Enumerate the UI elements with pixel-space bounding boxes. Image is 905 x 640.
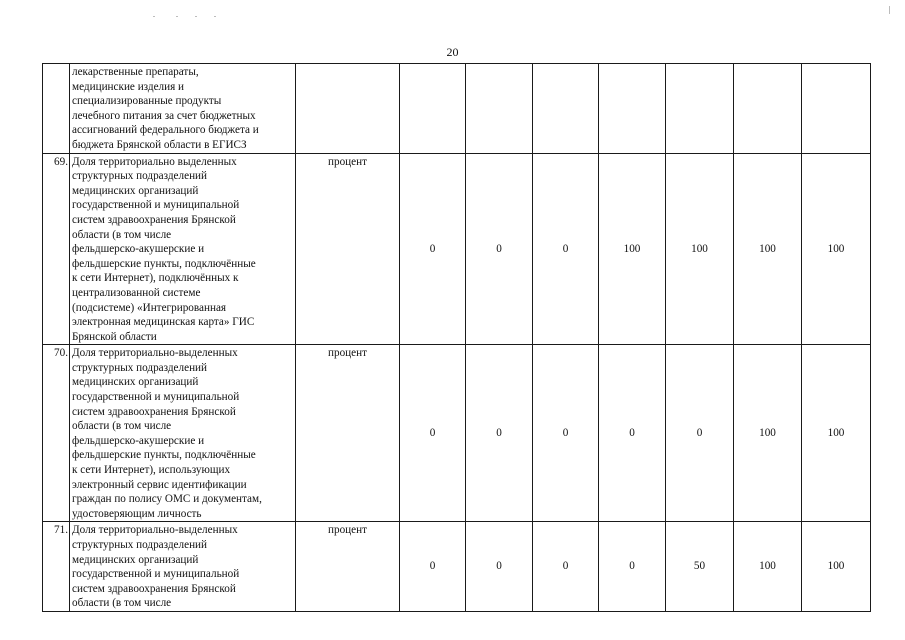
value-cell: 0: [599, 522, 666, 612]
table-row: [43, 64, 871, 154]
unit-cell: процент: [296, 345, 400, 522]
value-cell: 100: [802, 345, 871, 522]
description-line: Доля территориально-выделенных: [72, 524, 238, 537]
description-line: области (в том числе: [72, 597, 172, 610]
value-cell: 100: [734, 153, 802, 345]
scan-artifact: [153, 16, 155, 17]
description-line: фельдшерско-акушерские и: [72, 434, 205, 447]
indicator-description: [70, 64, 296, 154]
value-cell: [734, 64, 802, 154]
value-cell: [802, 64, 871, 154]
value-cell: 0: [599, 345, 666, 522]
description-line: государственной и муниципальной: [72, 568, 240, 581]
row-number: 70.: [43, 345, 70, 522]
value-cell: 100: [734, 522, 802, 612]
scan-artifact: [214, 16, 216, 17]
description-line: медицинские изделия и: [72, 80, 185, 93]
value-cell: [599, 64, 666, 154]
description-line: (подсистеме) «Интегрированная: [72, 301, 227, 314]
description-line: медицинских организаций: [72, 376, 199, 389]
value-cell: 0: [466, 345, 533, 522]
value-cell: 0: [533, 153, 599, 345]
description-line: государственной и муниципальной: [72, 199, 240, 212]
value-cell: 0: [466, 522, 533, 612]
description-line: медицинских организаций: [72, 553, 199, 566]
description-line: централизованной системе: [72, 286, 201, 299]
indicator-description: [70, 345, 296, 522]
value-cell: 0: [533, 522, 599, 612]
description-line: к сети Интернет), подключённых к: [72, 272, 239, 285]
value-cell: 100: [802, 153, 871, 345]
description-line: систем здравоохранения Брянской: [72, 213, 236, 226]
row-number: 71.: [43, 522, 70, 612]
value-cell: 100: [734, 345, 802, 522]
description-line: ассигнований федерального бюджета и: [72, 124, 259, 137]
description-line: удостоверяющим личность: [72, 507, 202, 520]
value-cell: 100: [802, 522, 871, 612]
description-line: электронный сервис идентификации: [72, 478, 247, 491]
table-row: [43, 153, 871, 345]
description-line: специализированные продукты: [72, 95, 222, 108]
value-cell: [533, 64, 599, 154]
value-cell: 0: [533, 345, 599, 522]
description-line: электронная медицинская карта» ГИС: [72, 316, 255, 329]
value-cell: [400, 64, 466, 154]
description-line: фельдшерские пункты, подключённые: [72, 449, 256, 462]
description-line: структурных подразделений: [72, 170, 208, 183]
description-line: фельдшерские пункты, подключённые: [72, 257, 256, 270]
row-number: [43, 64, 70, 154]
indicator-description: [70, 153, 296, 345]
scan-artifact: [195, 16, 197, 17]
value-cell: [666, 64, 734, 154]
description-line: Доля территориально-выделенных: [72, 347, 238, 360]
description-line: бюджета Брянской области в ЕГИСЗ: [72, 138, 247, 151]
description-line: Брянской области: [72, 330, 157, 343]
description-line: к сети Интернет), использующих: [72, 464, 231, 477]
value-cell: 50: [666, 522, 734, 612]
unit-cell: процент: [296, 153, 400, 345]
table-body: [43, 64, 871, 612]
value-cell: 0: [400, 153, 466, 345]
description-line: государственной и муниципальной: [72, 391, 240, 404]
description-line: систем здравоохранения Брянской: [72, 405, 236, 418]
value-cell: 0: [400, 522, 466, 612]
scan-artifact: [889, 6, 890, 14]
indicator-table: [42, 63, 871, 612]
value-cell: 0: [666, 345, 734, 522]
description-line: систем здравоохранения Брянской: [72, 582, 236, 595]
description-line: медицинских организаций: [72, 184, 199, 197]
table-row: [43, 345, 871, 522]
description-line: структурных подразделений: [72, 539, 208, 551]
scan-artifact: [176, 16, 178, 17]
description-line: области (в том числе: [72, 228, 172, 241]
description-line: граждан по полису ОМС и документам,: [72, 493, 262, 506]
description-line: области (в том числе: [72, 420, 172, 433]
unit-cell: процент: [296, 522, 400, 612]
value-cell: 0: [400, 345, 466, 522]
row-number: 69.: [43, 153, 70, 345]
value-cell: [466, 64, 533, 154]
description-line: лекарственные препараты,: [72, 66, 199, 78]
unit-cell: [296, 64, 400, 154]
indicator-description: [70, 522, 296, 612]
description-line: структурных подразделений: [72, 361, 208, 374]
value-cell: 100: [599, 153, 666, 345]
description-line: фельдшерско-акушерские и: [72, 243, 205, 256]
description-line: лечебного питания за счет бюджетных: [72, 109, 256, 122]
value-cell: 100: [666, 153, 734, 345]
table-row: [43, 522, 871, 612]
description-line: Доля территориально выделенных: [72, 155, 237, 168]
page-number: 20: [446, 45, 459, 59]
value-cell: 0: [466, 153, 533, 345]
